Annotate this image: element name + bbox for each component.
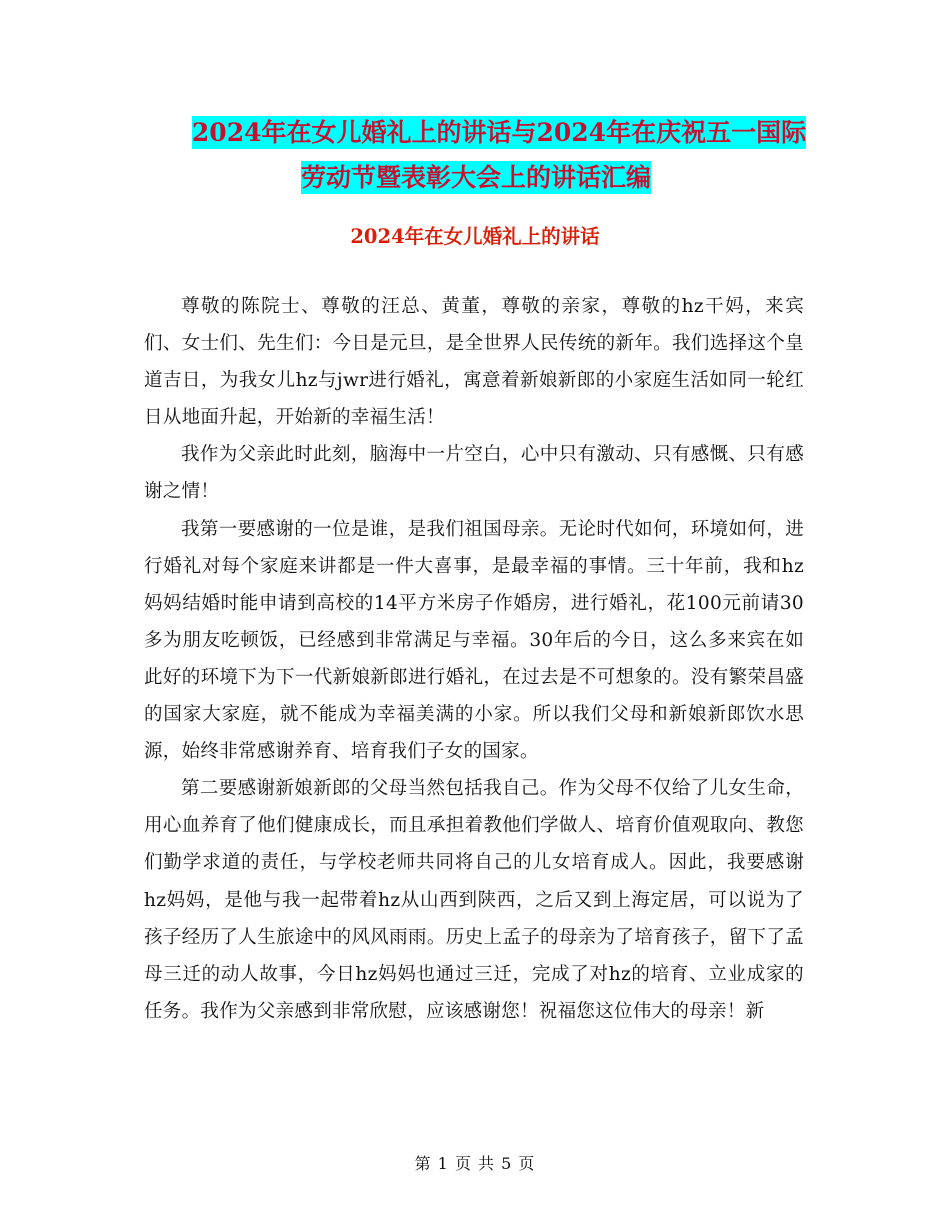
section-title: 2024年在女儿婚礼上的讲话 <box>350 225 600 248</box>
paragraph: 尊敬的陈院士、尊敬的汪总、黄董，尊敬的亲家，尊敬的hz干妈，来宾们、女士们、先生们：今日是元旦，是全世界人民传统的新年。我们选择这个皇道吉日，为我女儿hz与jwr进行婚礼，寓意着新娘新郎的小家庭生活如同一轮红日从地面升起，开始新的幸福生活！ <box>144 296 804 429</box>
paragraph: 我第一要感谢的一位是谁，是我们祖国母亲。无论时代如何，环境如何，进行婚礼对每个家庭来讲都是一件大喜事，是最幸福的事情。三十年前，我和hz妈妈结婚时能申请到高校的14平方米房子作婚房，进行婚礼，花100元前请30多为朋友吃顿饭，已经感到非常满足与幸福。30年后的今日，这么多来宾在如此好的环境下为下一代新娘新郎进行婚礼，在过去是不可想象的。没有繁荣昌盛的国家大家庭，就不能成为幸福美满的小家。所以我们父母和新娘新郎饮水思源，始终非常感谢养育、培育我们子女的国家。 <box>144 518 804 763</box>
paragraph: 我作为父亲此时此刻，脑海中一片空白，心中只有激动、只有感慨、只有感谢之情！ <box>144 444 804 503</box>
document-title <box>0 110 950 200</box>
title-line-2: 劳动节暨表彰大会上的讲话汇编 <box>300 163 651 192</box>
paragraph: 第二要感谢新娘新郎的父母当然包括我自己。作为父母不仅给了儿女生命，用心血养育了他们健康成长，而且承担着教他们学做人、培育价值观取向、教您们勤学求道的责任，与学校老师共同将自己的儿女培育成人。因此，我要感谢hz妈妈，是他与我一起带着hz从山西到陕西，之后又到上海定居，可以说为了孩子经历了人生旅途中的风风雨雨。历史上孟子的母亲为了培育孩子，留下了孟母三迁的动人故事，今日hz妈妈也通过三迁，完成了对hz的培育、立业成家的任务。我作为父亲感到非常欣慰，应该感谢您！祝福您这位伟大的母亲！新 <box>144 778 804 1022</box>
document-body <box>144 288 804 1030</box>
page-footer: 第 1 页 共 5 页 <box>414 1154 536 1173</box>
title-line-1: 2024年在女儿婚礼上的讲话与2024年在庆祝五一国际 <box>191 118 807 147</box>
